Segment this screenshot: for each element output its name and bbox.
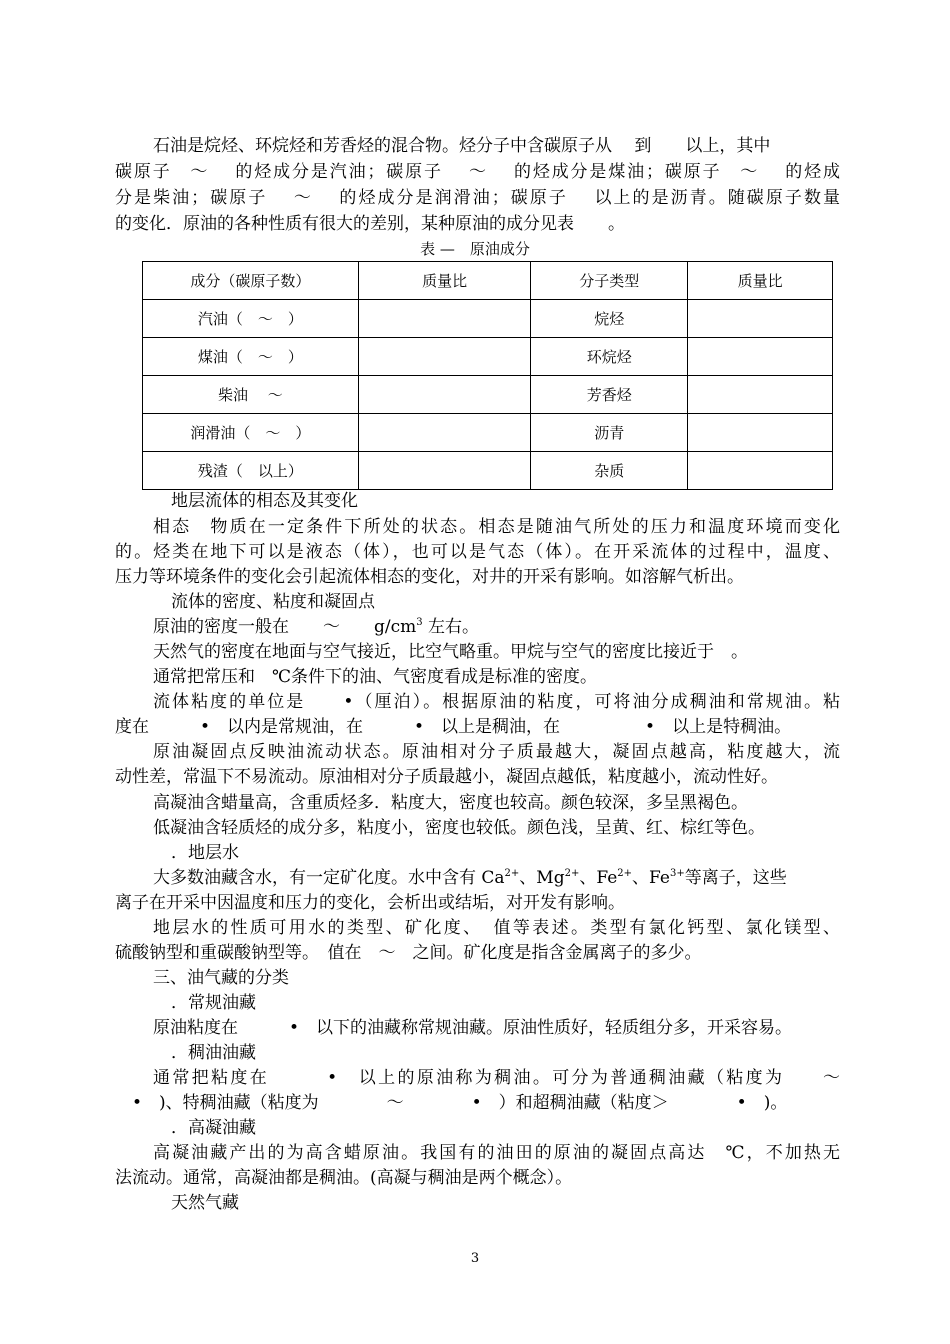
header-mass-ratio-2: 质量比	[688, 262, 833, 300]
heading-formation-water: ．地层水	[171, 843, 239, 863]
header-mass-ratio: 质量比	[358, 262, 531, 300]
high-pour-line-2: 法流动。通常，高凝油都是稠油。(高凝与稠油是两个概念）。	[115, 1168, 573, 1188]
cell-component: 汽油（ ～ ）	[143, 300, 359, 338]
crude-oil-composition-table	[142, 261, 833, 490]
heading-high-pour: ．高凝油藏	[171, 1118, 256, 1138]
low-pour-line: 低凝油含轻质烃的成分多，粘度小，密度也较低。颜色浅，呈黄、红、棕红等色。	[153, 818, 765, 838]
heavy-line-1: 通常把粘度在 • 以上的原油称为稠油。可分为普通稠油藏（粘度为 ～	[153, 1068, 840, 1088]
ion-charge: 3+	[669, 868, 685, 879]
heading-conventional: ．常规油藏	[171, 993, 256, 1013]
phase-line-1: 相态 物质在一定条件下所处的状态。相态是随油气所处的压力和温度环境而变化	[153, 517, 840, 537]
cell-component: 柴油 ～	[143, 376, 359, 414]
intro-line-3: 分是柴油；碳原子 ～ 的烃成分是润滑油；碳原子 以上的是沥青。随碳原子数量	[115, 188, 840, 208]
heading-heavy-oil: ．稠油油藏	[171, 1043, 256, 1063]
cell-component: 润滑油（ ～ ）	[143, 414, 359, 452]
heavy-line-2: • )、特稠油藏（粘度为 ～ • ）和超稠油藏（粘度＞ • )。	[115, 1093, 788, 1113]
cell-mass	[688, 338, 833, 376]
cell-type: 环烷烃	[531, 338, 688, 376]
standard-density-line: 通常把常压和 ℃条件下的油、气密度看成是标准的密度。	[153, 667, 598, 687]
intro-line-2: 碳原子 ～ 的烃成分是汽油；碳原子 ～ 的烃成分是煤油；碳原子 ～ 的烃成	[115, 162, 840, 182]
water-line-1	[153, 866, 840, 890]
phase-line-3: 压力等环境条件的变化会引起流体相态的变化，对井的开采有影响。如溶解气析出。	[115, 567, 744, 587]
water-props-line-2: 硫酸钠型和重碳酸钠型等。 值在 ～ 之间。矿化度是指含金属离子的多少。	[115, 943, 702, 963]
table-row	[143, 414, 833, 452]
pour-point-line-1: 原油凝固点反映油流动状态。原油相对分子质最越大，凝固点越高，粘度越大，流	[153, 742, 840, 762]
cell-type: 烷烃	[531, 300, 688, 338]
table-caption: 表 — 原油成分	[420, 240, 530, 258]
conventional-line: 原油粘度在 • 以下的油藏称常规油藏。原油性质好，轻质组分多，开采容易。	[153, 1018, 793, 1038]
ion-mg: 、Mg	[519, 868, 565, 888]
intro-line-4: 的变化．原油的各种性质有很大的差别，某种原油的成分见表 。	[115, 214, 625, 234]
density-superscript: 3	[416, 617, 423, 628]
cell-mass	[688, 300, 833, 338]
cell-mass	[358, 414, 531, 452]
table-row	[143, 452, 833, 490]
cell-mass	[688, 414, 833, 452]
cell-mass	[358, 338, 531, 376]
density-text: 原油的密度一般在 ～ g/cm	[153, 617, 417, 637]
cell-type: 杂质	[531, 452, 688, 490]
header-component: 成分（碳原子数）	[143, 262, 359, 300]
ion-charge: 2+	[617, 868, 633, 879]
ion-fe3: 、Fe	[632, 868, 670, 888]
cell-type: 沥青	[531, 414, 688, 452]
table-header-row	[143, 262, 833, 300]
water-line-2: 离子在开采中因温度和压力的变化，会析出或结垢，对开发有影响。	[115, 893, 625, 913]
heading-phase: 地层流体的相态及其变化	[171, 491, 358, 511]
table-row	[143, 376, 833, 414]
heading-classification: 三、油气藏的分类	[153, 968, 289, 988]
cell-component: 煤油（ ～ ）	[143, 338, 359, 376]
table-row	[143, 338, 833, 376]
viscosity-line-2: 度在 • 以内是常规油，在 • 以上是稠油，在 • 以上是特稠油。	[115, 717, 792, 737]
pour-point-line-2: 动性差，常温下不易流动。原油相对分子质最越小，凝固点越低，粘度越小，流动性好。	[115, 767, 778, 787]
page-number: 3	[470, 1251, 480, 1266]
water-text-end: 等离子，这些	[684, 868, 787, 888]
cell-mass	[358, 300, 531, 338]
table-row	[143, 300, 833, 338]
cell-mass	[688, 376, 833, 414]
heading-density: 流体的密度、粘度和凝固点	[171, 592, 375, 612]
heading-gas-reservoir: 天然气藏	[171, 1193, 239, 1213]
cell-component: 残渣（ 以上）	[143, 452, 359, 490]
phase-line-2: 的。烃类在地下可以是液态（体），也可以是气态（体）。在开采流体的过程中，温度、	[115, 542, 840, 562]
viscosity-line-1: 流体粘度的单位是 •（厘泊）。根据原油的粘度，可将油分成稠油和常规油。粘	[153, 692, 840, 712]
intro-line-1: 石油是烷烃、环烷烃和芳香烃的混合物。烃分子中含碳原子从 到 以上，其中	[153, 136, 771, 156]
density-text-end: 左右。	[422, 617, 480, 637]
cell-type: 芳香烃	[531, 376, 688, 414]
cell-mass	[688, 452, 833, 490]
gas-density-line: 天然气的密度在地面与空气接近，比空气略重。甲烷与空气的密度比接近于 。	[153, 642, 748, 662]
header-molecule-type: 分子类型	[531, 262, 688, 300]
cell-mass	[358, 452, 531, 490]
cell-mass	[358, 376, 531, 414]
density-line	[153, 615, 840, 639]
water-props-line-1: 地层水的性质可用水的类型、矿化度、 值等表述。类型有氯化钙型、氯化镁型、	[153, 918, 840, 938]
high-pour-line: 高凝油含蜡量高，含重质烃多．粘度大，密度也较高。颜色较深，多呈黑褐色。	[153, 793, 748, 813]
ion-charge: 2+	[564, 868, 580, 879]
ion-fe: 、Fe	[579, 868, 618, 888]
water-text: 大多数油藏含水，有一定矿化度。水中含有 Ca	[153, 868, 505, 888]
high-pour-line-1: 高凝油藏产出的为高含蜡原油。我国有的油田的原油的凝固点高达 ℃，不加热无	[153, 1143, 840, 1163]
ion-charge: 2+	[504, 868, 520, 879]
